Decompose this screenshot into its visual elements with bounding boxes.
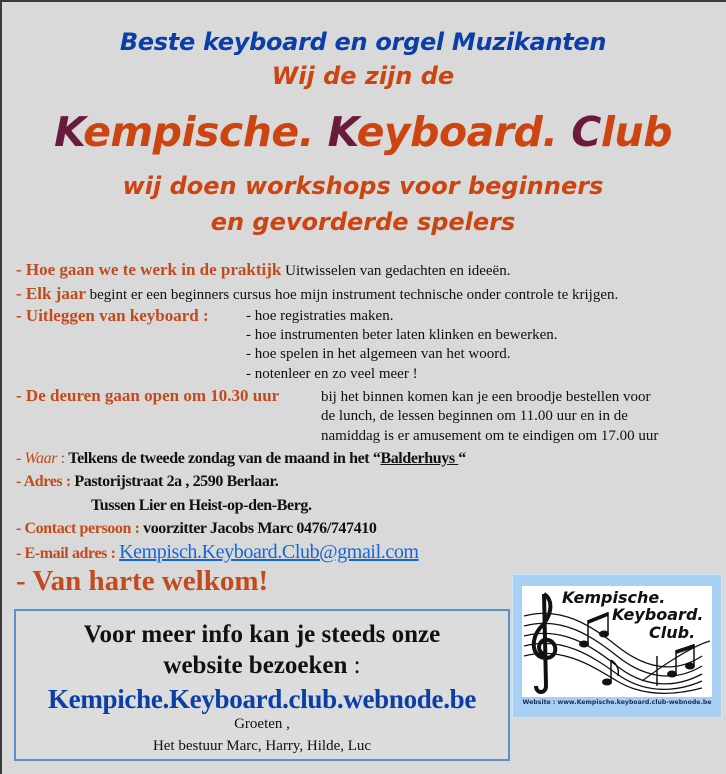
item-adres-label: - Adres : xyxy=(16,473,75,490)
item-waar-quote-end: “ xyxy=(458,450,466,467)
club-logo xyxy=(512,574,722,718)
info-line-2-text: website bezoeken xyxy=(163,652,348,679)
uitleg-point-4: - notenleer en zo veel meer ! xyxy=(246,366,418,382)
logo-title-line-3: Club. xyxy=(649,623,696,642)
club-name-title xyxy=(0,108,726,156)
club-name-cap-k2: K xyxy=(327,108,357,156)
item-adres-line-2: Tussen Lier en Heist-op-den-Berg. xyxy=(91,497,312,514)
item-uitleggen xyxy=(16,306,209,326)
item-jaar-label: - Elk jaar xyxy=(16,284,86,303)
intro-heading: Wij de zijn de xyxy=(271,62,455,90)
logo-title-line-2: Keyboard. xyxy=(612,605,704,624)
deuren-line-2: de lunch, de lessen beginnen om 11.00 uur en in de xyxy=(321,408,628,424)
email-link[interactable]: Kempisch.Keyboard.Club@gmail.com xyxy=(119,541,419,563)
item-email-label: - E-mail adres : xyxy=(16,545,120,562)
item-waar-colon: : xyxy=(57,450,69,467)
item-adres xyxy=(16,473,278,491)
logo-website-footer: Website : www.Kempische.keyboard.club-webnode.be xyxy=(522,699,712,706)
website-link[interactable]: Kempiche.Keyboard.club.webnode.be xyxy=(47,684,477,714)
item-praktijk-label: - Hoe gaan we te werk in de praktijk xyxy=(16,260,282,279)
club-name-part-2: eyboard. xyxy=(356,108,572,156)
item-email xyxy=(16,541,419,564)
greeting-text: Groeten , xyxy=(234,716,290,732)
info-line-2 xyxy=(16,652,508,680)
item-deuren-label: - De deuren gaan open om 10.30 uur xyxy=(16,386,280,405)
club-name-part-3: lub xyxy=(600,108,672,156)
info-box xyxy=(14,609,510,761)
item-uitleg-label: - Uitleggen van keyboard : xyxy=(16,306,209,325)
info-line-1: Voor meer info kan je steeds onze xyxy=(83,621,441,648)
deuren-line-3: namiddag is er amusement om te eindigen om 17.00 uur xyxy=(321,428,659,444)
frame-top-border xyxy=(0,0,726,2)
logo-image-area xyxy=(522,586,712,697)
item-deuren xyxy=(16,386,279,406)
item-waar-text: Telkens de tweede zondag van de maand in het “ xyxy=(68,450,381,467)
tagline-line-1: wij doen workshops voor beginners xyxy=(122,172,604,200)
item-contact xyxy=(16,520,376,538)
tagline-line-2: en gevorderde spelers xyxy=(210,208,516,236)
item-adres-line-1: Pastorijstraat 2a , 2590 Berlaar. xyxy=(74,473,279,490)
item-praktijk xyxy=(16,260,510,280)
uitleg-point-2: - hoe instrumenten beter laten klinken en bewerken. xyxy=(246,327,558,343)
venue-name: Balderhuys xyxy=(380,450,459,467)
item-waar-dash: - xyxy=(16,450,25,467)
item-jaar-text: begint er een beginners cursus hoe mijn instrument technische onder controle te krijgen. xyxy=(85,287,619,303)
item-praktijk-text: Uitwisselen van gedachten en ideeën. xyxy=(281,263,511,279)
item-waar xyxy=(16,450,466,468)
info-line-2-colon: : xyxy=(347,652,361,679)
item-waar-label: Waar xyxy=(24,450,58,467)
club-name-cap-k1: K xyxy=(54,108,84,156)
greeting-heading: Beste keyboard en orgel Muzikanten xyxy=(119,28,607,56)
item-contact-label: - Contact persoon : xyxy=(16,520,144,537)
club-name-part-1: empische. xyxy=(83,108,328,156)
deuren-line-1: bij het binnen komen kan je een broodje bestellen voor xyxy=(321,389,651,405)
uitleg-point-3: - hoe spelen in het algemeen van het woord. xyxy=(246,346,511,362)
uitleg-point-1: - hoe registraties maken. xyxy=(246,308,394,324)
welcome-text: - Van harte welkom! xyxy=(16,565,269,597)
signature-text: Het bestuur Marc, Harry, Hilde, Luc xyxy=(152,738,372,754)
item-elk-jaar xyxy=(16,284,618,304)
club-name-cap-c: C xyxy=(571,108,601,156)
logo-title-line-1: Kempische. xyxy=(562,588,666,607)
item-contact-text: voorzitter Jacobs Marc 0476/747410 xyxy=(143,520,377,537)
